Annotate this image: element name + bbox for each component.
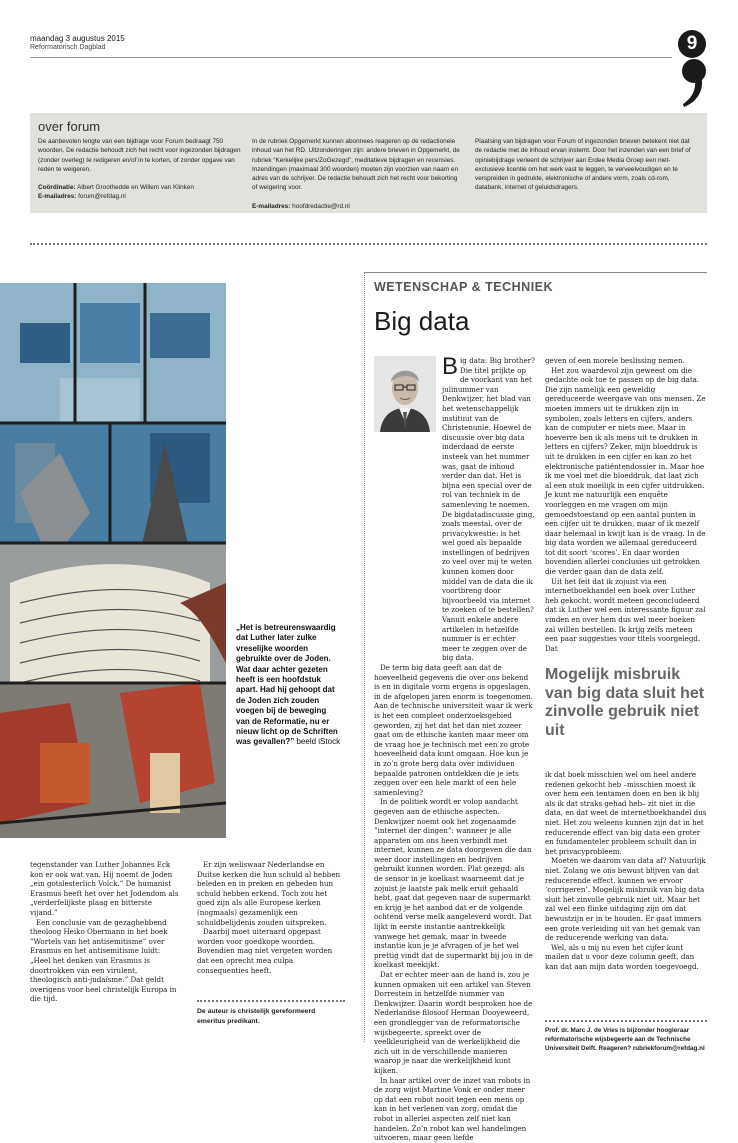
coordination-label: Coördinatie: — [38, 184, 76, 192]
forum-length-rules: De aanbevolen lengte van een bijdrage voor Forum bedraagt 750 woorden. De redactie behoudt zich het recht voor ingezonden bijdragen (zonder overleg) te redigeren en/of in te korten, of zonder opgave van reden te weigeren. — [38, 138, 241, 173]
paragraph: Wel, als u mij nu even het cijfer kunt mailen dat u voor deze column geeft, dan kan dat aan mijn data worden toegevoegd. — [545, 942, 699, 971]
author-bio-left: De auteur is christelijk gereformeerd emeritus predikant. — [197, 1008, 316, 1025]
author-divider-left — [197, 1000, 345, 1002]
paragraph: Dat er echter meer aan de hand is, zou je kunnen opmaken uit een artikel van Steven Dorrestein in hetzelfde nummer van Denkwijzer. Daarin wordt besproken hoe de Nederlandse filosoof Herman Dooyeweerd, een grondlegger van de reformatorische wijsbegeerte, spreekt over de veelkleurigheid van de werkelijkheid die zich uit in de verschillende manieren waarop je naar die werkelijkheid kunt kijken. — [374, 970, 533, 1075]
paragraph: Daarbij moet uiteraard opgepast worden voor goedkope woorden. Bovendien mag niet vergeten worden dat een oprecht mea culpa consequenties heeft. — [197, 927, 333, 975]
left-article-column-1 — [30, 860, 180, 1004]
right-article-column-2-top — [545, 356, 707, 653]
paragraph: De term big data geeft aan dat de hoeveelheid gegevens die over ons bekend is en in digitale vorm ergens is opgeslagen, in de afgelopen jaren enorm is toegenomen. Aan de technische universiteit waar ik werk is het een compleet onderzoeksgebied geworden, zij het dat het dan niet zozeer gaat om de ethische kanten maar meer om de vraag hoe je technisch met een zo grote hoeveelheid data kunt omgaan. Hoe kun je in zo’n grote berg data over individuen bepaalde patronen ontdekken die je iets zeggen over een hele markt of een hele samenleving? — [374, 663, 533, 797]
intro-text: ig data: Big brother? Die titel prijkte op de voorkant van het julinummer van Denkwijzer, het blad van het wetenschappelijk instituut van de Christenunie. Hoewel de discussie over big data inderdaad de eerste insteek van het nummer was, gaat de inhoud verder dan dat. Het is bijna een special over de rol van techniek in de samenleving te noemen. De bigdatadiscussie ging, zoals meestal, over de privacykwestie: is het wel goed als bepaalde instellingen of bedrijven zo veel over mij te weten kunnen komen door middel van de data die ik voortbreng door bijvoorbeeld via internet te zoeken of te bestellen? Vanuit enkele andere artikelen in hetzelfde nummer is er echter meer te zeggen over de big data. — [442, 356, 535, 663]
forum-box-title: over forum — [38, 119, 101, 134]
section-divider — [30, 243, 707, 245]
pull-quote-luther — [236, 623, 342, 748]
right-article-column-2-bottom — [545, 770, 707, 971]
section-label: WETENSCHAP & TECHNIEK — [374, 280, 554, 294]
author-bio-right: Prof. dr. Marc J. de Vries is bijzonder hoogleraar reformatorische wijsbegeerte aan de Technische Universiteit Delft. Reageren? rubriekforum@refdag.nl — [545, 1027, 705, 1052]
paragraph: Moeten we daarom van data af? Natuurlijk niet. Zolang we ons bewust blijven van dat reducerende effect, kunnen we ervoor ‘corrigeren’. Mogelijk misbruik van big data sluit het zinvolle gebruik niet uit. Maar het zal wel een flinke uitdaging zijn om dat bewustzijn er in te houden. Er gaat immers een grote verleiding uit van het gemak van de reducerende werking van data. — [545, 856, 706, 943]
paragraph: Een conclusie van de gezaghebbend theoloog Heiko Obermann in het boek ”Wortels van het antisemitisme” over Erasmus en het antisemitisme luidt: „Heel het denken van Erasmus is doortrokken van een virulent, theologisch anti-judaïsme.” Dat geldt overigens voor heel christelijk Europa in die tijd. — [30, 917, 177, 1004]
section-top-rule — [364, 272, 707, 273]
publication-license-text: Plaatsing van bijdragen voor Forum of ingezonden brieven betekent niet dat de redactie met de inhoud ervan instemt. Door het inzenden van een brief of opiniebijdrage verleent de schrijver aan Erdee Media Groep een niet-exclusieve licentie om het werk vast te leggen, te verveelvoudigen en te verspreiden in gedrukte, elektronische of andere vorm, zoals cd-rom, databank, internet of geluidsdragers. — [475, 138, 691, 192]
pull-quote-text: „Het is betreurenswaardig dat Luther later zulke vreselijke woorden gebruikte over de Joden. Wat daar achter gezeten heeft is een hoofdstuk apart. Had hij gehoopt dat de Joden zich zouden voegen bij de beweging van de Reformatie, nu er nieuw licht op de Schriften was gevallen?” — [236, 623, 338, 747]
paragraph: Het zou waardevol zijn geweest om die gedachte ook toe te passen op de big data. Die zijn namelijk een geweldig gereduceerde weergave van ons mensen. Ze moeten immers uit te drukken zijn in symbolen, zoals letters en cijfers, anders kan de computer er niets mee. Maar in hoeverre ben ik als mens uit te drukken in letters en cijfers? Zeker, mijn bloeddruk is uit te drukken in een cijfer en kan zo het elektronische patiëntendossier in. Maar hoe ik me voel met die bloeddruk, dat laat zich al een stuk moeilijk in een cijfer uitdrukken. Je kunt me natuurlijk een enquête voorleggen en me vragen om mijn gemoedstoestand op een aantal punten in een cijfer uit te drukken, maar of ik mezelf daar helemaal in kwijt kan is de vraag. In de big data worden we allemaal gereduceerd tot dit soort ‘scores’. En daar worden bovendien allerlei conclusies uit getrokken die verder gaan dan de data zelf. — [545, 365, 706, 577]
newspaper-name: Reformatorisch Dagblad — [30, 44, 106, 51]
page-date: maandag 3 augustus 2015 — [30, 34, 125, 43]
forum-email-line — [38, 192, 243, 201]
forum-info-column-3 — [475, 137, 697, 202]
editorial-email-line — [252, 202, 464, 211]
editorial-email[interactable]: hoofdredactie@rd.nl — [292, 202, 350, 210]
article-pull-quote: Mogelijk misbruik van big data sluit het zinvolle gebruik niet uit — [545, 666, 705, 739]
comma-logo-icon — [679, 58, 707, 108]
paragraph: tegenstander van Luther Johannes Eck kon er ook wat van. Hij noemt de Joden „ein gotslesterlich Volck.” De humanist Erasmus heeft het over het Jodendom als „verderfelijkste plaag en bitterste vijand.” — [30, 860, 179, 917]
left-article-column-2 — [197, 860, 345, 975]
email-label: E-mailadres: — [38, 193, 77, 201]
column-divider — [364, 272, 365, 1042]
stained-glass-window-image — [0, 283, 226, 838]
forum-coordination-line — [38, 183, 243, 192]
paragraph: In haar artikel over de inzet van robots in de zorg wijst Martine Vonk er onder meer op dat een robot nooit tegen een mens op kan in het verlenen van zorg, omdat die robot in allerlei aspecten zelf niet kan handelen. Zo’n robot kan wel handelingen uitvoeren, maar geen liefde — [374, 1075, 531, 1143]
paragraph: geven of een morele beslissing nemen. — [545, 356, 685, 365]
paragraph: ik dat boek misschien wel om heel andere redenen gekocht heb –misschien moest ik over hem een tentamen doen en ben ik blij als ik dat straks gehad heb– zit niet in die data, en dat weet de internetboekhandel dus niet. Het zou weleens kunnen zijn dat in het reducerende effect van big data een groter en fundamenteler probleem schuilt dan in het privacyprobleem. — [545, 770, 707, 856]
forum-info-column-1 — [38, 137, 243, 202]
author-divider-right — [545, 1020, 707, 1022]
intro-paragraph — [374, 353, 535, 663]
drop-cap: B — [442, 353, 459, 380]
header-rule — [30, 57, 672, 58]
photo-credit: beeld iStock — [296, 737, 341, 747]
email-label-2: E-mailadres: — [252, 202, 291, 210]
forum-email[interactable]: forum@refdag.nl — [78, 193, 126, 201]
paragraph: Er zijn weliswaar Nederlandse en Duitse kerken die hun schuld al hebben beleden en in preken en gebeden hun schuld hebben erkend. Toch zou het goed zijn als alle Europese kerken (nogmaals) gezamenlijk een schuldbelijdenis zouden uitspreken. — [197, 860, 341, 927]
right-article-column-1 — [374, 353, 535, 1143]
article-title: Big data — [374, 306, 470, 336]
opgemerkt-rules: In de rubriek Opgemerkt kunnen abonnees reageren op de redactionele inhoud van het RD. Uitzonderingen zijn: andere brieven in Opgemerkt, de rubriek “Kerkelijke pers/ZoGezegd”, meditatieve bijdragen en recensies. Inzendingen (maximaal 300 woorden) moeten zijn voorzien van naam en adres van de schrijver. De redactie behoudt zich het recht voor bekorting of weigering voor. — [252, 138, 460, 192]
forum-info-column-2 — [252, 137, 464, 211]
paragraph: In de politiek wordt er volop aandacht gegeven aan de ethische aspecten. Denkwijzer noemt ook het zogenaamde ”internet der dingen”: wanneer je alle apparaten om ons heen verbindt met internet, kunnen ze data doorgeven die dan weer door instellingen en bedrijven gebruikt kunnen worden. Plat gezegd: als de sensor in je koelkast waarneemt dat je zojuist je laatste pak melk eruit gehaald hebt, gaat dat gegeven naar de supermarkt en krijg je het aanbod dat er de volgende ochtend verse melk aangeleverd wordt. Dat lijkt in eerste instantie aantrekkelijk vanwege het gemak, maar in tweede instantie kun je je afvragen of je het wel prettig vindt dat de supermarkt bij jou in de koelkast meekijkt. — [374, 797, 533, 970]
coordination-names: Albert Groothedde en Willem van Klinken — [77, 184, 194, 192]
paragraph: Uit het feit dat ik zojuist via een internetboekhandel een boek over Luther heb gekocht, wordt meteen geconcludeerd dat ik Luther wel een interessante figuur zal vinden en over hem dus wel meer boeken zal willen bestellen. Ik krijg zelfs meteen een paar suggesties voor titels voorgelegd. Dat — [545, 576, 706, 653]
forum-info-box — [30, 113, 707, 213]
page-number: 9 — [678, 30, 706, 58]
